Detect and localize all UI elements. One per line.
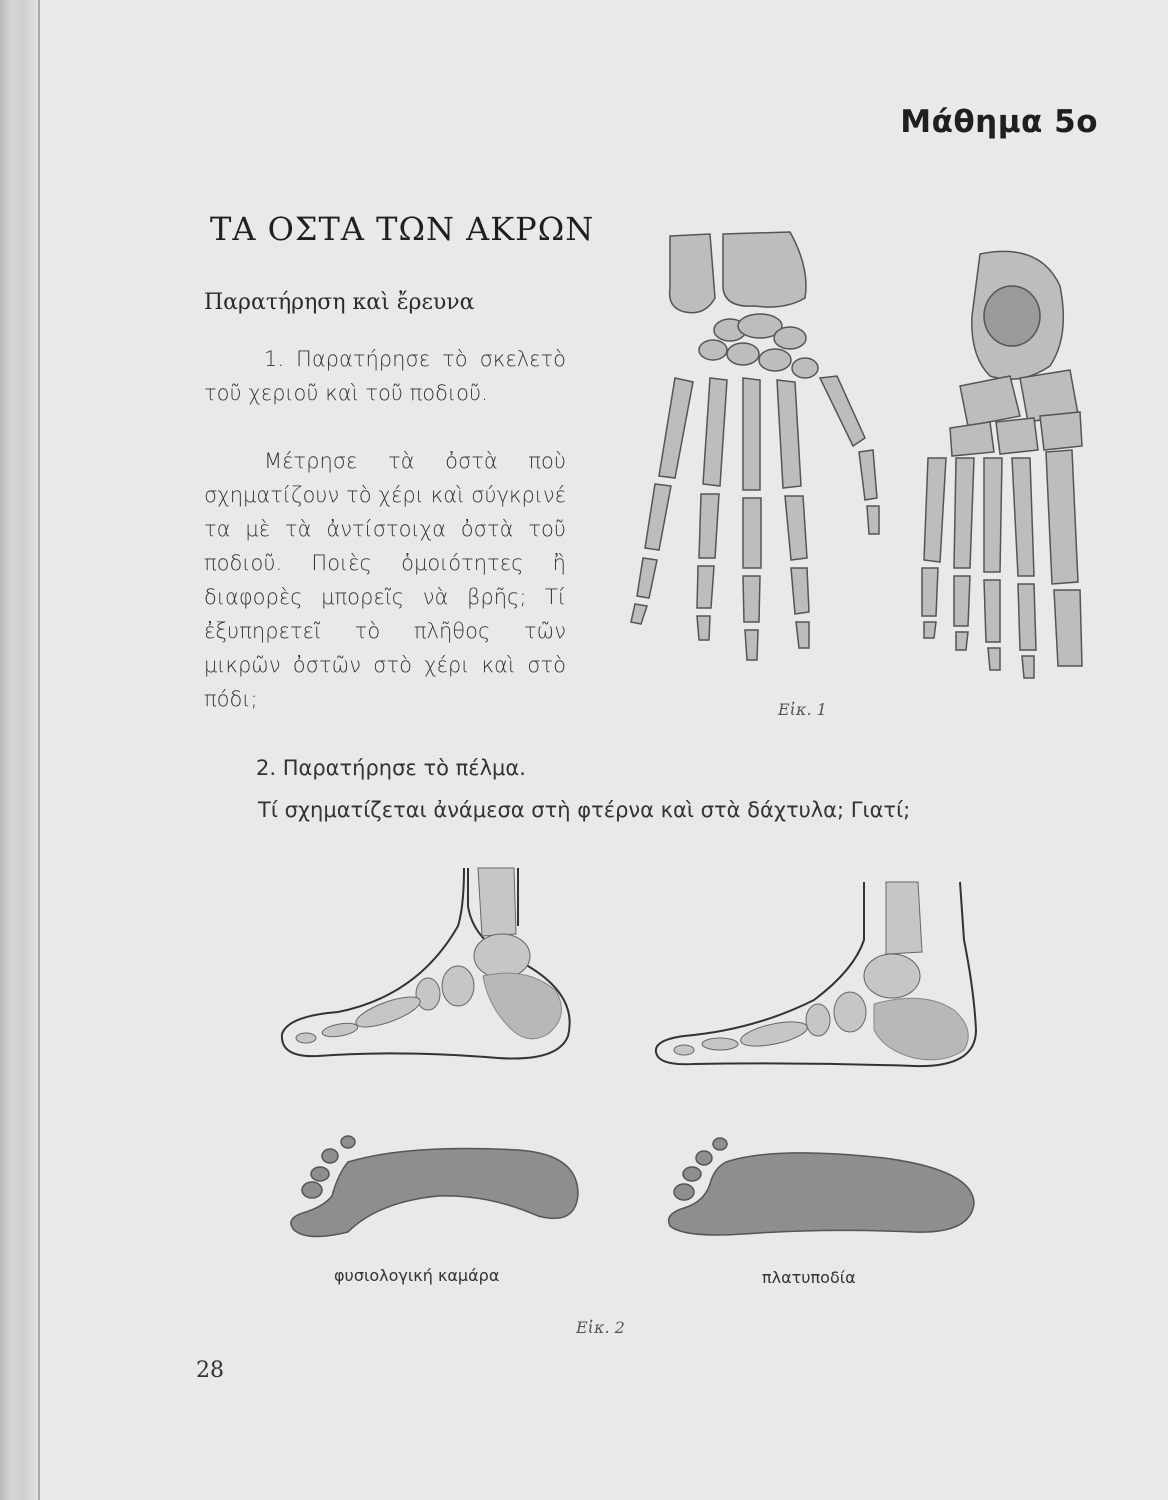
paragraph-2: Μέτρησε τὰ ὀστὰ ποὺ σχηματίζουν τὸ χέρι καὶ σύγκρινέ τα μὲ τὰ ἀντίστοιχα ὀστὰ τοῦ ποδιοῦ. Ποιὲς ὁμοιότητες ἢ διαφορὲς μπορεῖς νὰ βρῆς; Τί ἐξυπηρετεῖ τὸ πλῆθος τῶν μικρῶν ὀστῶν στὸ χέρι καὶ στὸ πόδι;	[204, 449, 566, 711]
page-edge	[0, 0, 40, 1500]
page-title: ΤΑ ΟΣΤΑ ΤΩΝ ΑΚΡΩΝ	[210, 210, 595, 248]
hand-skeleton-illustration	[615, 228, 905, 668]
section-subtitle: Παρατήρηση καὶ ἔρευνα	[204, 290, 475, 315]
foot-skeleton-illustration	[910, 246, 1100, 686]
question-2-line-2: Τί σχηματίζεται ἀνάμεσα στὴ φτέρνα καὶ στὰ δάχτυλα; Γιατί;	[258, 798, 911, 822]
flat-footprint	[664, 1138, 980, 1238]
lesson-label: Μάθημα 5ο	[900, 104, 1098, 140]
caption-flat-foot: πλατυποδία	[762, 1268, 856, 1287]
caption-normal-arch: φυσιολογική καμάρα	[334, 1266, 500, 1285]
page-number: 28	[196, 1358, 224, 1383]
paragraph-1: 1. Παρατήρησε τὸ σκελετὸ τοῦ χεριοῦ καὶ τοῦ ποδιοῦ.	[204, 347, 566, 405]
figure-1-label: Εἰκ. 1	[778, 700, 827, 719]
normal-arch-foot-illustration	[278, 866, 598, 1066]
flat-foot-illustration	[654, 880, 984, 1070]
question-2-line-1: 2. Παρατήρησε τὸ πέλμα.	[256, 756, 526, 780]
page-edge-line	[38, 0, 40, 1500]
normal-arch-footprint	[288, 1134, 588, 1244]
figure-2-label: Εἰκ. 2	[576, 1318, 625, 1337]
